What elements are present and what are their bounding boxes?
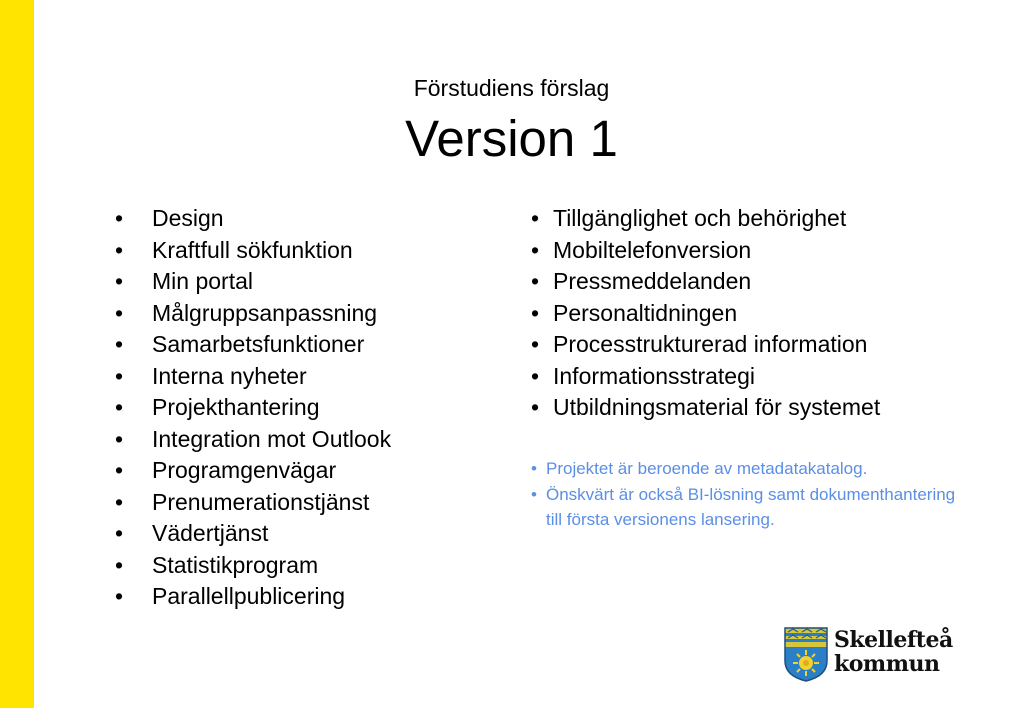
list-item: • Tillgänglighet och behörighet [531,203,880,235]
list-item: • Parallellpublicering [113,581,391,613]
list-item: • Statistikprogram [113,550,391,582]
list-item: • Integration mot Outlook [113,424,391,456]
list-item: • Informationsstrategi [531,361,880,393]
list-item: • Samarbetsfunktioner [113,329,391,361]
slide-subtitle: Förstudiens förslag [413,75,610,101]
logo-wordmark [834,628,953,676]
slide-title: Version 1 [405,110,618,167]
list-item: • Personaltidningen [531,298,880,330]
yellow-side-bar [0,0,34,708]
note-item: • Önskvärt är också BI-lösning samt dokumenthantering till första versionens lansering. [531,482,971,533]
list-item: • Interna nyheter [113,361,391,393]
list-item: • Kraftfull sökfunktion [113,235,391,267]
list-item: • Processtrukturerad information [531,329,880,361]
logo-line-1: Skellefteå [834,627,953,653]
feature-list-right [531,203,880,424]
list-item: • Prenumerationstjänst [113,487,391,519]
skelleftea-coat-of-arms-icon [784,627,828,682]
feature-list-left [113,203,391,613]
list-item: • Utbildningsmaterial för systemet [531,392,880,424]
list-item: • Målgruppsanpassning [113,298,391,330]
list-item: • Min portal [113,266,391,298]
list-item: • Vädertjänst [113,518,391,550]
list-item: • Mobiltelefonversion [531,235,880,267]
list-item: • Projekthantering [113,392,391,424]
skelleftea-kommun-logo [784,627,954,683]
list-item: • Programgenvägar [113,455,391,487]
note-item: • Projektet är beroende av metadatakatalog. [531,456,971,482]
list-item: • Design [113,203,391,235]
logo-line-2: kommun [834,651,940,677]
notes-list [531,456,971,533]
list-item: • Pressmeddelanden [531,266,880,298]
